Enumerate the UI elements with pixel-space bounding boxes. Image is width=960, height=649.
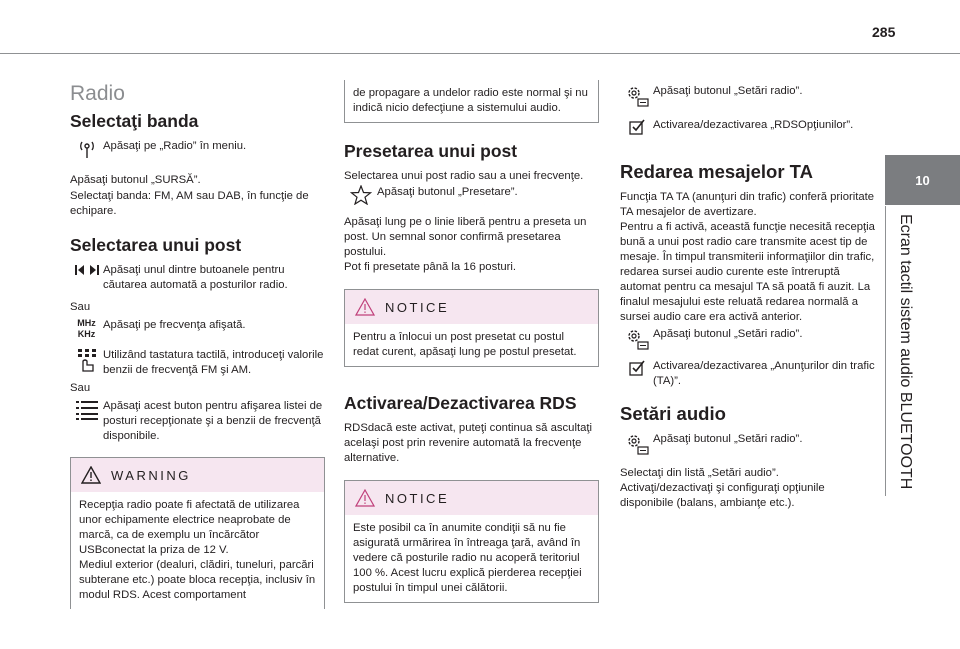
warning-header <box>71 458 324 492</box>
header-rule <box>0 53 960 54</box>
page-number: 285 <box>872 24 896 40</box>
notice-icon <box>355 489 375 507</box>
chapter-title <box>890 212 920 492</box>
warning-text: Recepţia radio poate fi afectată de utilizarea unor echipamente electrice neaprobate de marcă, ca de exemplu un încărcător USBconectat la priza de 12 V. Mediul exterior (dealuri, clădiri, tuneluri, parcări subterane etc.) poate bloca recepţia, inclusiv în modul RDS. Acest comportament <box>79 499 316 601</box>
radio-antenna-icon <box>70 139 103 163</box>
paragraph: RDSdacă este activat, puteţi continua să ascultaţi acelaşi post prin revenire automată la frecvenţe alternative. <box>344 422 593 464</box>
heading-preset: Presetarea unui post <box>344 141 518 161</box>
instruction-row <box>344 185 599 209</box>
heading-rds: Activarea/Dezactivarea RDS <box>344 393 577 413</box>
warning-text-continued: de propagare a undelor radio este normal şi nu indică nicio defecţiune a sistemului audio. <box>353 87 588 114</box>
instruction-row <box>620 359 875 390</box>
notice-text: Pentru a înlocui un post presetat cu postul redat curent, apăsaţi lung pe postul presetat. <box>353 331 577 358</box>
paragraph: Apăsaţi butonul „SURSĂ”. <box>70 174 201 186</box>
instruction-text: Activarea/dezactivarea „RDSOpţiunilor”. <box>653 119 854 131</box>
chapter-title-text: Ecran tactil sistem audio BLUETOOTH <box>897 214 914 490</box>
instruction-row <box>70 263 325 294</box>
instruction-row <box>70 318 325 342</box>
instruction-text: Apăsaţi unul dintre butoanele pentru căutarea automată a posturilor radio. <box>103 264 288 291</box>
instruction-row <box>70 348 325 379</box>
instruction-text: Apăsaţi butonul „Presetare”. <box>377 186 518 198</box>
station-list-icon <box>70 399 103 423</box>
chapter-tab: 10 <box>885 155 960 205</box>
paragraph: Sau <box>70 301 91 313</box>
notice-header <box>345 290 598 324</box>
frequency-icon <box>70 318 103 342</box>
section-title: Radio <box>70 82 125 105</box>
instruction-text: Apăsaţi butonul „Setări radio”. <box>653 433 803 445</box>
instruction-text: Apăsaţi butonul „Setări radio”. <box>653 328 803 340</box>
warning-box-continued <box>344 80 599 123</box>
instruction-text: Apăsaţi butonul „Setări radio”. <box>653 85 803 97</box>
side-rule <box>885 206 886 496</box>
instruction-text: Utilizând tastatura tactilă, introduceţi valorile benzii de frecvenţă FM şi AM. <box>103 349 324 376</box>
instruction-text: Apăsaţi pe frecvenţa afişată. <box>103 319 246 331</box>
instruction-text: Activarea/dezactivarea „Anunţurilor din trafic (TA)”. <box>653 360 875 387</box>
star-preset-icon <box>344 185 377 209</box>
paragraph: Funcţia TA TA (anunţuri din trafic) conferă prioritate TA mesajelor de avertizare. Pentru a fi activă, această funcţie necesită recepţia bună a unui post radio care transmite acest tip de mesaje. În timpul transmiterii informaţiilor din trafic, redarea sursei audio curente este întreruptă automat pentru ca mesajul TA să poată fi auzit. La finalul mesajului este reluată redarea normală a sursei audio care era activă anterior. <box>620 191 875 323</box>
notice-header <box>345 481 598 515</box>
notice-box <box>344 480 599 603</box>
notice-label: NOTICE <box>385 299 450 315</box>
warning-icon <box>81 466 101 484</box>
paragraph: Selectaţi banda: FM, AM sau DAB, în funcţie de echipare. <box>70 190 309 217</box>
instruction-row <box>70 139 325 163</box>
heading-ta: Redarea mesajelor TA <box>620 161 813 182</box>
heading-select-band: Selectaţi banda <box>70 111 199 131</box>
heading-audio: Setări audio <box>620 403 726 424</box>
warning-box <box>70 457 325 609</box>
settings-gear-icon <box>620 84 653 108</box>
heading-select-station: Selectarea unui post <box>70 235 242 255</box>
notice-icon <box>355 298 375 316</box>
checkbox-icon <box>620 118 653 142</box>
paragraph: Selectarea unui post radio sau a unei frecvenţe. <box>344 170 584 182</box>
seek-buttons-icon <box>70 263 103 287</box>
instruction-text: Apăsaţi acest buton pentru afişarea listei de posturi recepţionate şi a benzii de frecvenţă disponibile. <box>103 400 323 442</box>
column-1 <box>70 80 325 619</box>
checkbox-icon <box>620 359 653 383</box>
paragraph: Sau <box>70 382 91 394</box>
instruction-row <box>620 84 875 108</box>
settings-gear-icon <box>620 432 653 456</box>
keypad-icon <box>70 348 103 372</box>
instruction-text: Apăsaţi pe „Radio” în meniu. <box>103 140 247 152</box>
instruction-row <box>620 118 875 142</box>
instruction-row <box>620 327 875 351</box>
warning-label: WARNING <box>111 467 191 483</box>
notice-text: Este posibil ca în anumite condiţii să nu fie asigurată urmărirea în întreaga ţară, având în vedere că posturile radio nu acoperă teritoriul 100 %. Acest lucru explică pierderea recepţiei postului în timpul unei călătorii. <box>353 522 582 594</box>
paragraph: Apăsaţi lung pe o linie liberă pentru a preseta un post. Un semnal sonor confirmă presetarea postului. Pot fi presetate până la 16 posturi. <box>344 216 587 273</box>
column-3 <box>620 80 875 512</box>
notice-label: NOTICE <box>385 490 450 506</box>
paragraph: Selectaţi din listă „Setări audio”. Activaţi/dezactivaţi şi configuraţi opţiunile disponibile (balans, ambianţe etc.). <box>620 467 825 509</box>
instruction-row <box>70 399 325 445</box>
column-2 <box>344 80 599 613</box>
instruction-row <box>620 432 875 456</box>
settings-gear-icon <box>620 327 653 351</box>
notice-box <box>344 289 599 367</box>
frequency-icon-label: MHz KHz <box>77 318 96 339</box>
